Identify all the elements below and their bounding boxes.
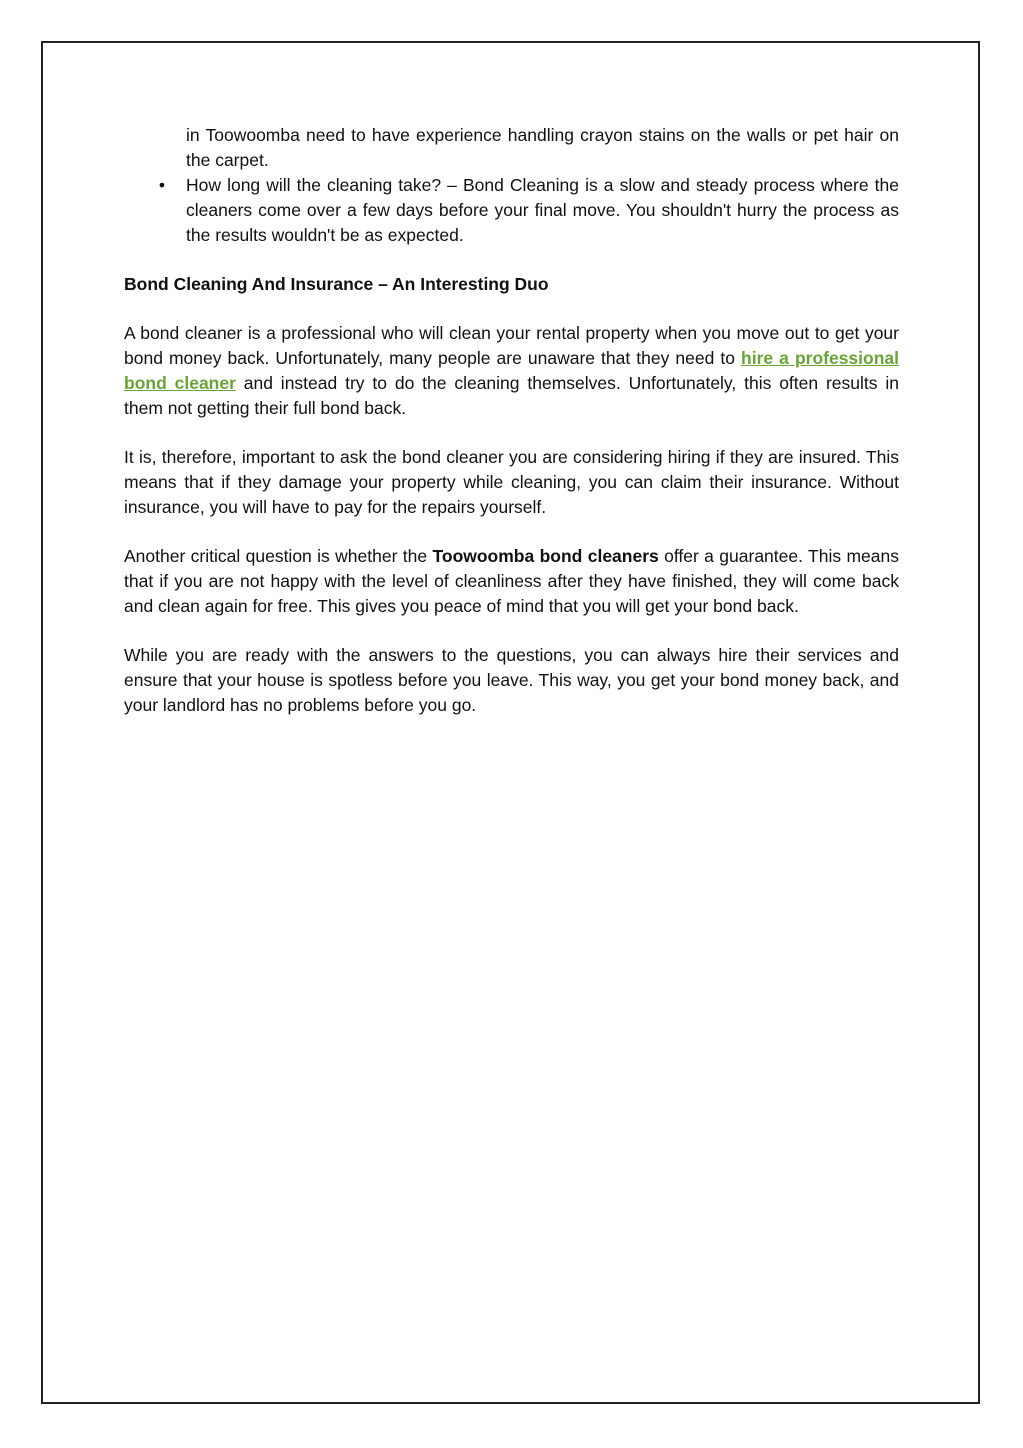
paragraph-text: and instead try to do the cleaning themselves. Unfortunately, this often results in them not getting their full bond back. <box>124 373 899 418</box>
document-body <box>124 123 899 718</box>
paragraph-guarantee <box>124 544 899 619</box>
bullet-text: How long will the cleaning take? – Bond Cleaning is a slow and steady process where the cleaners come over a few days before your final move. You shouldn't hurry the process as the results wouldn't be as expected. <box>186 175 899 245</box>
paragraph-closing: While you are ready with the answers to the questions, you can always hire their services and ensure that your house is spotless before you leave. This way, you get your bond money back, and your landlord has no problems before you go. <box>124 645 899 715</box>
paragraph-text: A bond cleaner is a professional who will clean your rental property when you move out to get your bond money back. Unfortunately, many people are unaware that they need to <box>124 323 899 368</box>
paragraph-text: offer a guarantee. This means that if you are not happy with the level of cleanliness after they have finished, they will come back and clean again for free. This gives you peace of mind that you will get your bond back. <box>124 546 899 616</box>
paragraph-insurance: It is, therefore, important to ask the bond cleaner you are considering hiring if they are insured. This means that if they damage your property while cleaning, you can claim their insurance. Without insurance, you will have to pay for the repairs yourself. <box>124 447 899 517</box>
bullet-continuation: in Toowoomba need to have experience handling crayon stains on the walls or pet hair on the carpet. <box>186 125 899 170</box>
bullet-list <box>124 173 899 248</box>
hire-bond-cleaner-link[interactable]: hire a professional bond cleaner <box>124 348 899 393</box>
bold-phrase: Toowoomba bond cleaners <box>432 546 659 566</box>
bullet-icon: • <box>158 175 166 195</box>
list-item <box>124 173 899 248</box>
paragraph-text: Another critical question is whether the <box>124 546 433 566</box>
section-heading: Bond Cleaning And Insurance – An Interesting Duo <box>124 274 549 294</box>
paragraph-bond-cleaner <box>124 321 899 421</box>
